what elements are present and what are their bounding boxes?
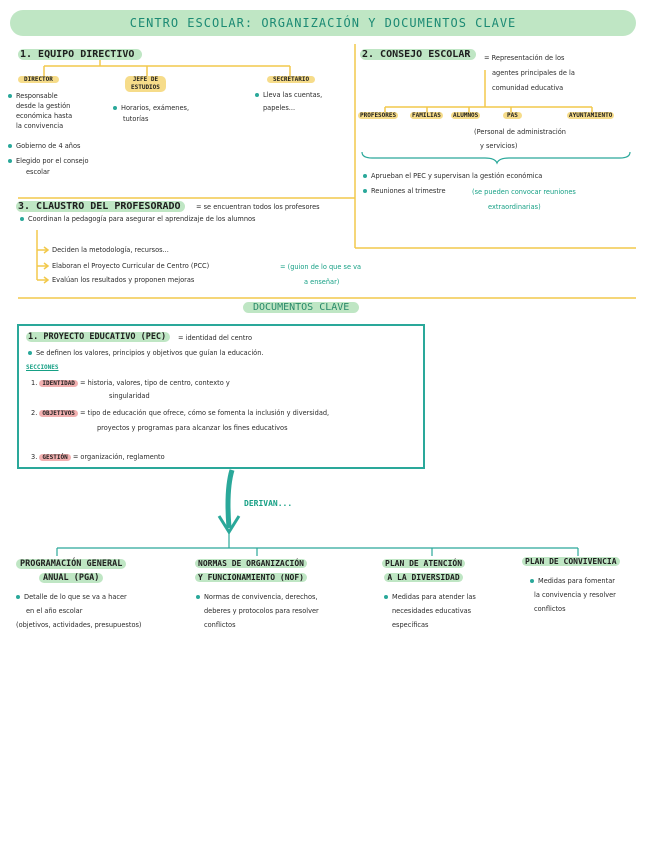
consejo-member-profesores: PROFESORES (360, 112, 397, 119)
page-title: CENTRO ESCOLAR: ORGANIZACIÓN Y DOCUMENTOS CLAVE (129, 16, 517, 30)
claustro-desc: = se encuentran todos los profesores (196, 203, 320, 211)
pad-heading: PLAN DE ATENCIÓN A LA DIVERSIDAD (382, 557, 465, 585)
pec-heading: 1. PROYECTO EDUCATIVO (PEC) (26, 332, 170, 342)
pcc-note: = (guion de lo que se va a enseñar) (280, 263, 362, 286)
documentos-heading: DOCUMENTOS CLAVE (243, 302, 359, 313)
consejo-bullet-2: Reuniones al trimestre (363, 185, 446, 198)
seccion-objetivos: 2. OBJETIVOS = tipo de educación que ofrece, cómo se fomenta la inclusión y diversidad, proyectos y programas para alcanzar los fines educativos (31, 409, 330, 432)
pas-note: (Personal de administración y servicios) (474, 128, 566, 150)
jefe-label: JEFE DE ESTUDIOS (125, 76, 166, 92)
director-desc: Responsable desde la gestión económica hasta la convivencia (8, 91, 72, 131)
secciones-label: SECCIONES (26, 364, 59, 371)
pc-desc: Medidas para fomentar la convivencia y resolver conflictos (530, 574, 616, 616)
claustro-heading: 3. CLAUSTRO DEL PROFESORADO (16, 201, 185, 212)
secretario-label: SECRETARIO (267, 76, 315, 83)
equipo-heading: 1. EQUIPO DIRECTIVO (18, 49, 142, 60)
nof-desc: Normas de convivencia, derechos, deberes y protocolos para resolver conflictos (196, 590, 319, 632)
consejo-bullet-1: Aprueban el PEC y supervisan la gestión económica (363, 170, 542, 183)
seccion-gestion: 3. GESTIÓN = organización, reglamento (31, 453, 165, 461)
consejo-member-pas: PAS (503, 112, 522, 119)
director-label: DIRECTOR (18, 76, 59, 83)
pga-heading: PROGRAMACIÓN GENERAL ANUAL (PGA) (16, 557, 126, 585)
consejo-member-alumnos: ALUMNOS (453, 112, 479, 119)
pec-bullet: Se definen los valores, principios y objetivos que guían la educación. (28, 347, 264, 360)
director-extra-1: Gobierno de 4 años (8, 140, 80, 153)
claustro-arrow-2: Elaboran el Proyecto Curricular de Centro (PCC) (52, 262, 210, 270)
claustro-arrow-1: Deciden la metodología, recursos... (52, 246, 169, 254)
consejo-heading: 2. CONSEJO ESCOLAR (360, 49, 476, 60)
pga-desc: Detalle de lo que se va a hacer en el año escolar (objetivos, actividades, presupuestos) (16, 593, 142, 629)
director-extra-2: Elegido por el consejo escolar (8, 156, 89, 178)
nof-heading: NORMAS DE ORGANIZACIÓN Y FUNCIONAMIENTO (NOF) (195, 557, 307, 585)
seccion-identidad: 1. IDENTIDAD = historia, valores, tipo de centro, contexto y singularidad (31, 379, 230, 400)
secretario-desc: Lleva las cuentas, papeles... (255, 89, 322, 115)
consejo-member-familias: FAMILIAS (412, 112, 441, 119)
pad-desc: Medidas para atender las necesidades educativas específicas (384, 590, 476, 632)
pec-desc: = identidad del centro (178, 334, 253, 342)
claustro-arrow-3: Evalúan los resultados y proponen mejoras (52, 276, 195, 284)
derivan-label: DERIVAN... (244, 499, 293, 508)
pc-heading: PLAN DE CONVIVENCIA (522, 557, 620, 566)
consejo-bullet-2-note: (se pueden convocar reuniones extraordinarias) (472, 188, 576, 211)
consejo-member-ayuntamiento: AYUNTAMIENTO (569, 112, 613, 119)
claustro-bullet: Coordinan la pedagogía para asegurar el aprendizaje de los alumnos (20, 213, 256, 226)
jefe-desc: Horarios, exámenes, tutorías (113, 103, 189, 125)
consejo-desc: = Representación de los agentes principales de la comunidad educativa (484, 54, 575, 92)
